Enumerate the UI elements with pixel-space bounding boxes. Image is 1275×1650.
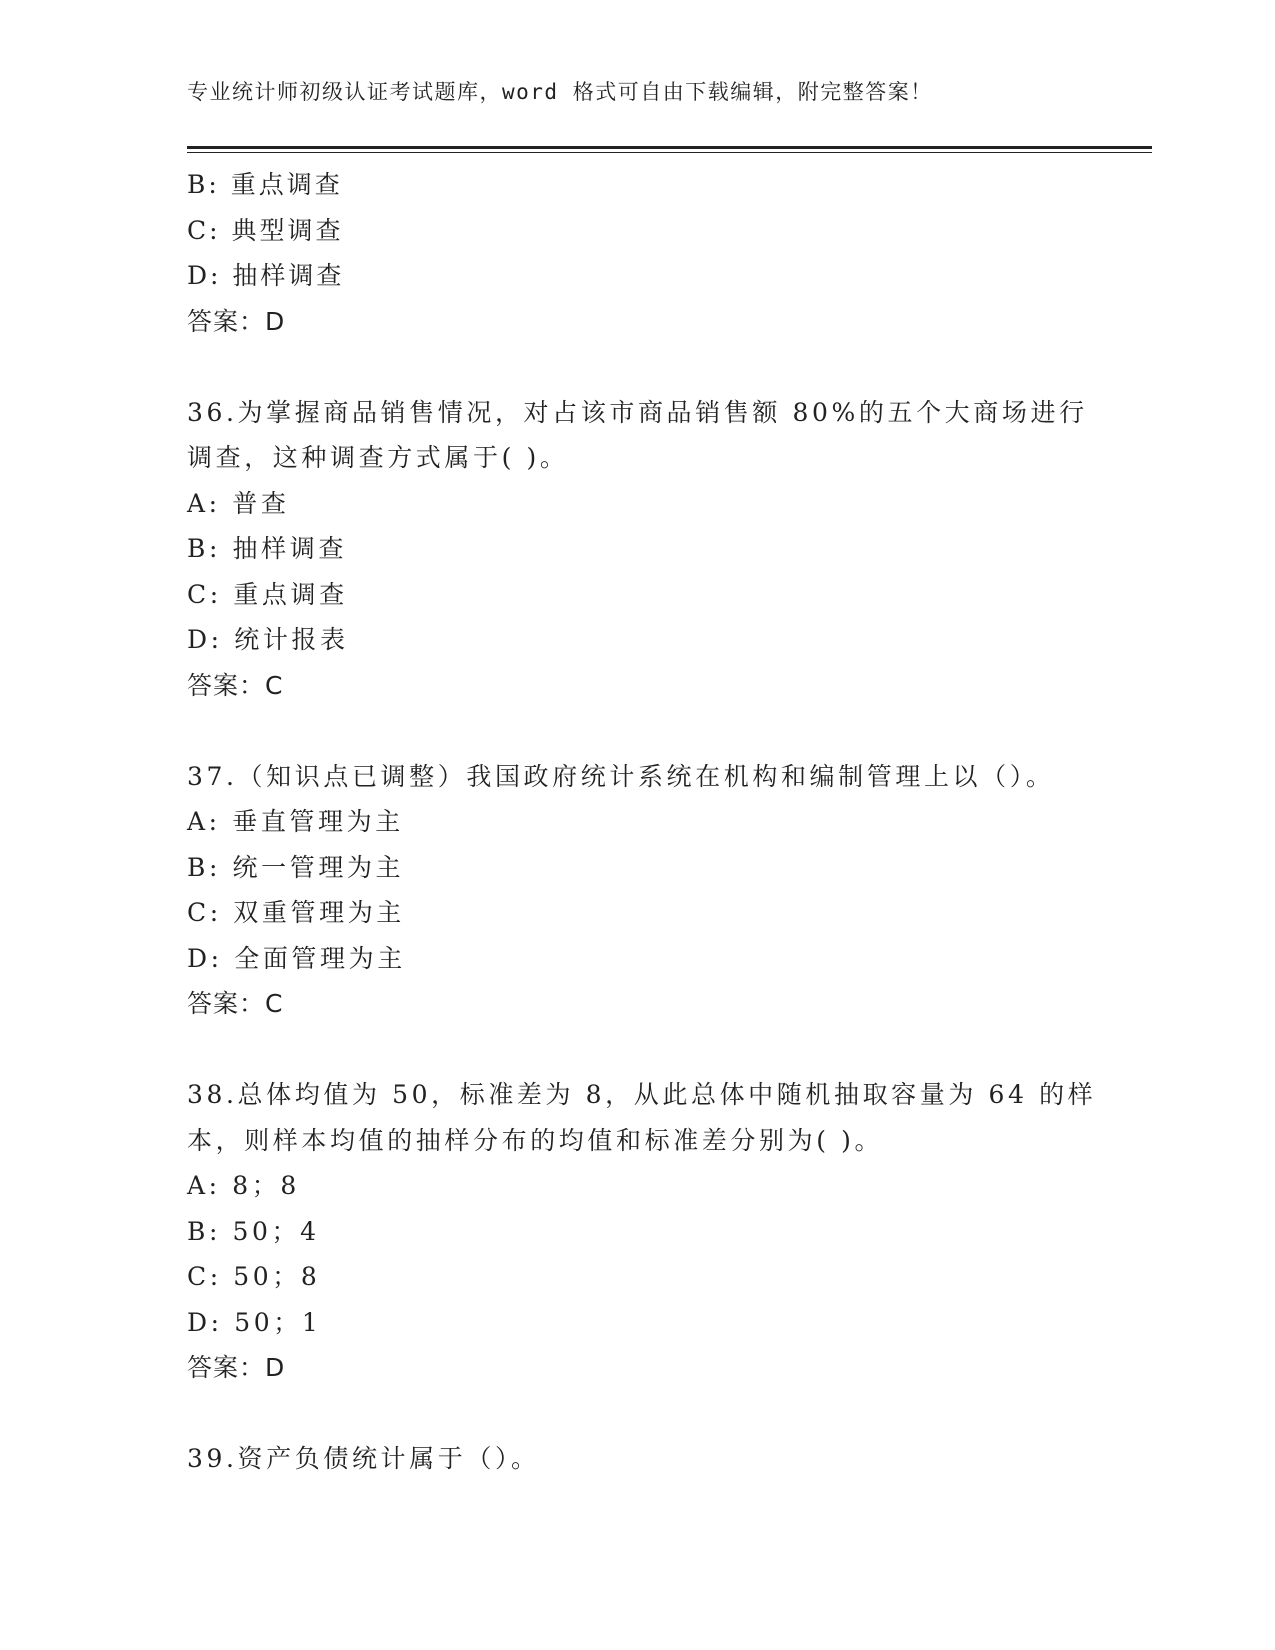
question-text: 38.总体均值为 50，标准差为 8，从此总体中随机抽取容量为 64 的样 <box>187 1080 1097 1109</box>
question-text: 调查，这种调查方式属于( )。 <box>187 443 569 472</box>
spacer <box>187 1391 1087 1437</box>
prev-question-block <box>187 162 1087 344</box>
question-content <box>187 162 1097 1482</box>
question-36 <box>187 390 1087 709</box>
option-line: B: 50；4 <box>187 1216 320 1246</box>
spacer <box>187 1027 1087 1073</box>
answer-line: 答案：D <box>187 306 286 336</box>
header-rule-thick <box>187 146 1152 149</box>
option-line: C: 50；8 <box>187 1262 321 1291</box>
option-line: A: 垂直管理为主 <box>187 807 404 836</box>
option-line: D: 全面管理为主 <box>187 943 406 973</box>
option-line: D: 抽样调查 <box>187 261 345 290</box>
header-rule-thin <box>187 152 1152 153</box>
option-line: A: 8；8 <box>187 1171 300 1200</box>
option-line: C: 典型调查 <box>187 215 344 245</box>
option-line: B: 抽样调查 <box>187 534 347 563</box>
answer-line: 答案：D <box>187 1353 286 1382</box>
question-39 <box>187 1436 1087 1482</box>
option-line: B: 重点调查 <box>187 170 343 199</box>
question-text: 本，则样本均值的抽样分布的均值和标准差分别为( )。 <box>187 1125 884 1155</box>
page-header: 专业统计师初级认证考试题库，word 格式可自由下载编辑，附完整答案！ <box>187 80 933 104</box>
option-line: D: 50；1 <box>187 1307 322 1337</box>
spacer <box>187 708 1087 754</box>
option-line: C: 重点调查 <box>187 579 348 609</box>
question-37 <box>187 754 1087 1027</box>
question-38 <box>187 1072 1097 1391</box>
answer-line: 答案：C <box>187 989 284 1018</box>
question-text: 36.为掌握商品销售情况，对占该市商品销售额 80%的五个大商场进行 <box>187 397 1088 427</box>
spacer <box>187 344 1087 390</box>
option-line: A: 普查 <box>187 488 290 518</box>
answer-line: 答案：C <box>187 670 284 700</box>
option-line: C: 双重管理为主 <box>187 898 405 927</box>
option-line: D: 统计报表 <box>187 625 349 654</box>
option-line: B: 统一管理为主 <box>187 852 405 882</box>
question-text: 39.资产负债统计属于（）。 <box>187 1444 540 1473</box>
question-text: 37.（知识点已调整）我国政府统计系统在机构和编制管理上以（）。 <box>187 761 1055 791</box>
